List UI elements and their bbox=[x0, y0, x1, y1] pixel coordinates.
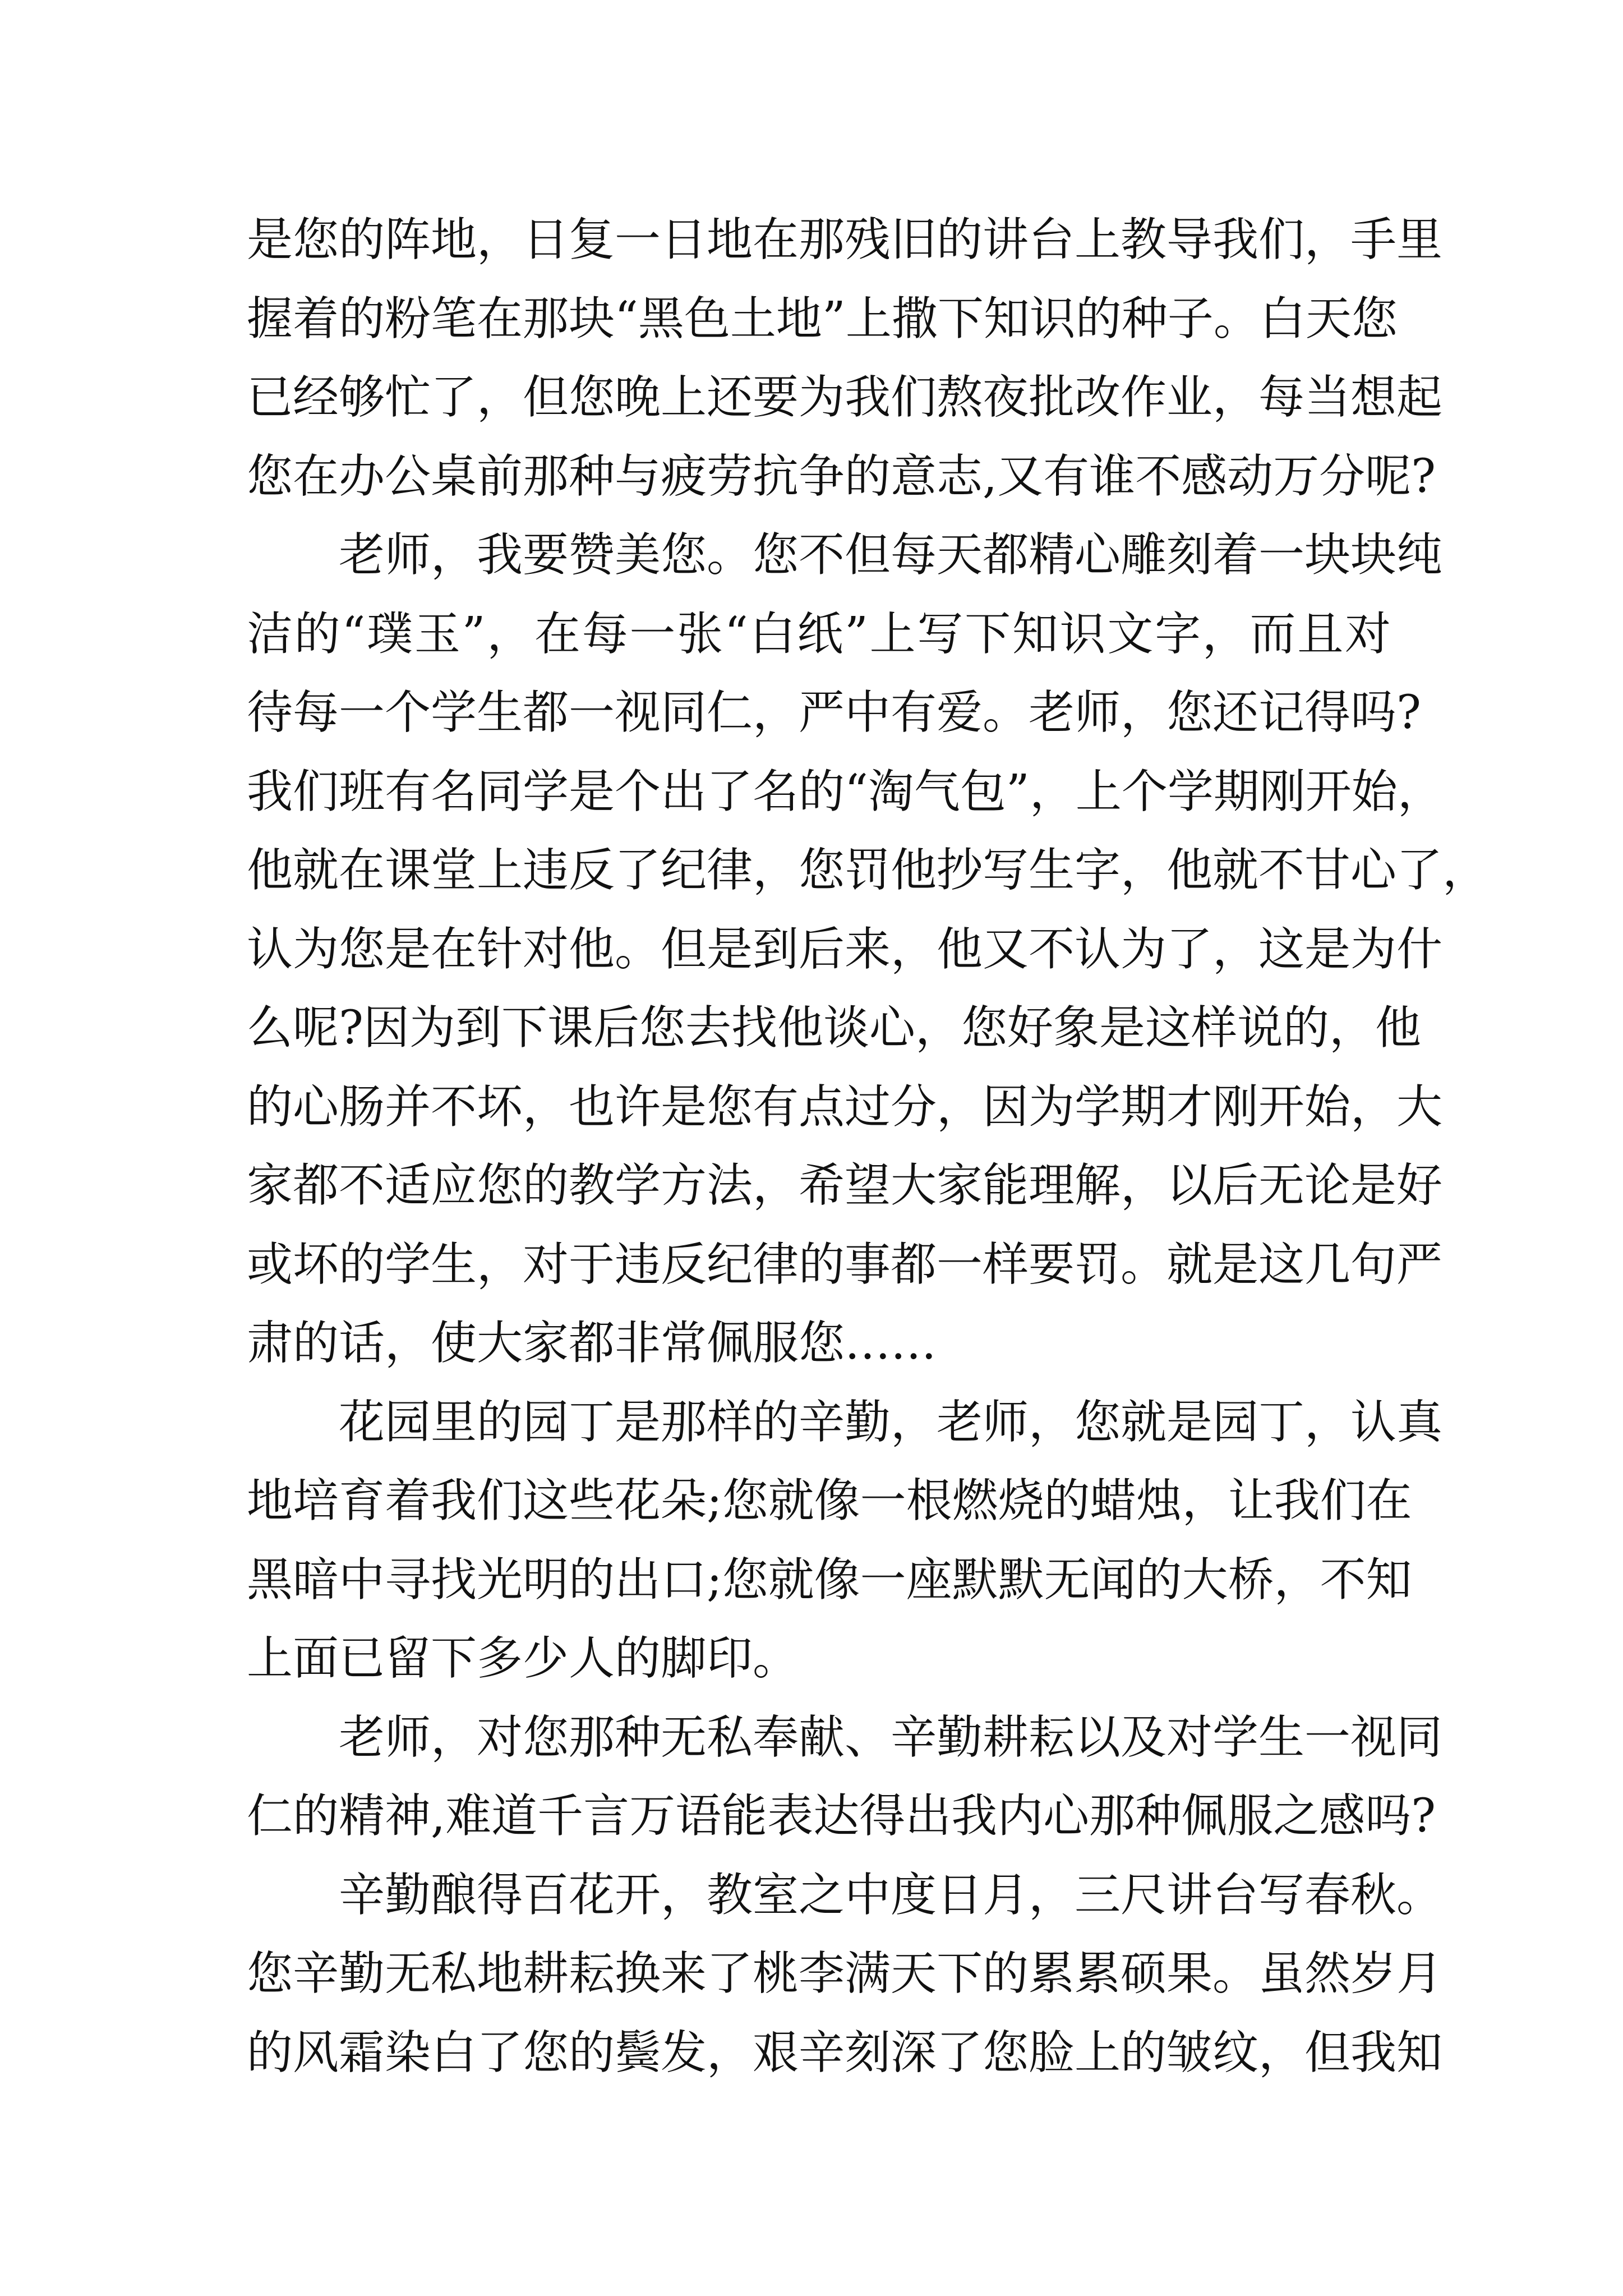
text-line: 地培育着我们这些花朵;您就像一根燃烧的蜡烛，让我们在 bbox=[247, 1474, 1412, 1527]
text-line: 我们班有名同学是个出了名的“淘气包”，上个学期刚开始， bbox=[247, 765, 1444, 818]
text-line: 仁的精神,难道千言万语能表达得出我内心那种佩服之感吗? bbox=[247, 1789, 1436, 1843]
text-line: 黑暗中寻找光明的出口;您就像一座默默无闻的大桥，不知 bbox=[247, 1553, 1412, 1607]
text-line: 或坏的学生，对于违反纪律的事都一样要罚。就是这几句严 bbox=[247, 1237, 1443, 1291]
text-line: 握着的粉笔在那块“黑色土地”上撒下知识的种子。白天您 bbox=[247, 292, 1398, 346]
text-line: 的心肠并不坏，也许是您有点过分，因为学期才刚开始，大 bbox=[247, 1080, 1443, 1134]
text-line: 上面已留下多少人的脚印。 bbox=[247, 1632, 799, 1685]
text-line: 老师，我要赞美您。您不但每天都精心雕刻着一块块纯 bbox=[339, 528, 1443, 582]
text-line: 已经够忙了，但您晚上还要为我们熬夜批改作业，每当想起 bbox=[247, 371, 1443, 424]
text-line: 花园里的园丁是那样的辛勤，老师，您就是园丁，认真 bbox=[339, 1395, 1443, 1449]
body-text bbox=[247, 201, 1489, 2092]
text-line: 是您的阵地，日复一日地在那残旧的讲台上教导我们，手里 bbox=[247, 213, 1443, 266]
text-line: 家都不适应您的教学方法，希望大家能理解，以后无论是好 bbox=[247, 1159, 1443, 1212]
text-line: 肃的话，使大家都非常佩服您…… bbox=[247, 1317, 937, 1370]
text-line: 待每一个学生都一视同仁，严中有爱。老师，您还记得吗? bbox=[247, 686, 1421, 739]
text-line: 您辛勤无私地耕耘换来了桃李满天下的累累硕果。虽然岁月 bbox=[247, 1947, 1443, 2000]
text-line: 么呢?因为到下课后您去找他谈心，您好象是这样说的，他 bbox=[247, 1001, 1421, 1055]
text-line: 他就在课堂上违反了纪律，您罚他抄写生字，他就不甘心了， bbox=[247, 844, 1489, 897]
text-line: 辛勤酿得百花开，教室之中度日月，三尺讲台写春秋。 bbox=[339, 1868, 1443, 1922]
text-line: 认为您是在针对他。但是到后来，他又不认为了，这是为什 bbox=[247, 922, 1443, 976]
text-line: 的风霜染白了您的鬓发，艰辛刻深了您脸上的皱纹，但我知 bbox=[247, 2026, 1443, 2079]
text-line: 洁的“璞玉”，在每一张“白纸”上写下知识文字，而且对 bbox=[247, 607, 1391, 661]
text-line: 您在办公桌前那种与疲劳抗争的意志,又有谁不感动万分呢? bbox=[247, 449, 1436, 503]
text-line: 老师，对您那种无私奉献、辛勤耕耘以及对学生一视同 bbox=[339, 1710, 1443, 1764]
